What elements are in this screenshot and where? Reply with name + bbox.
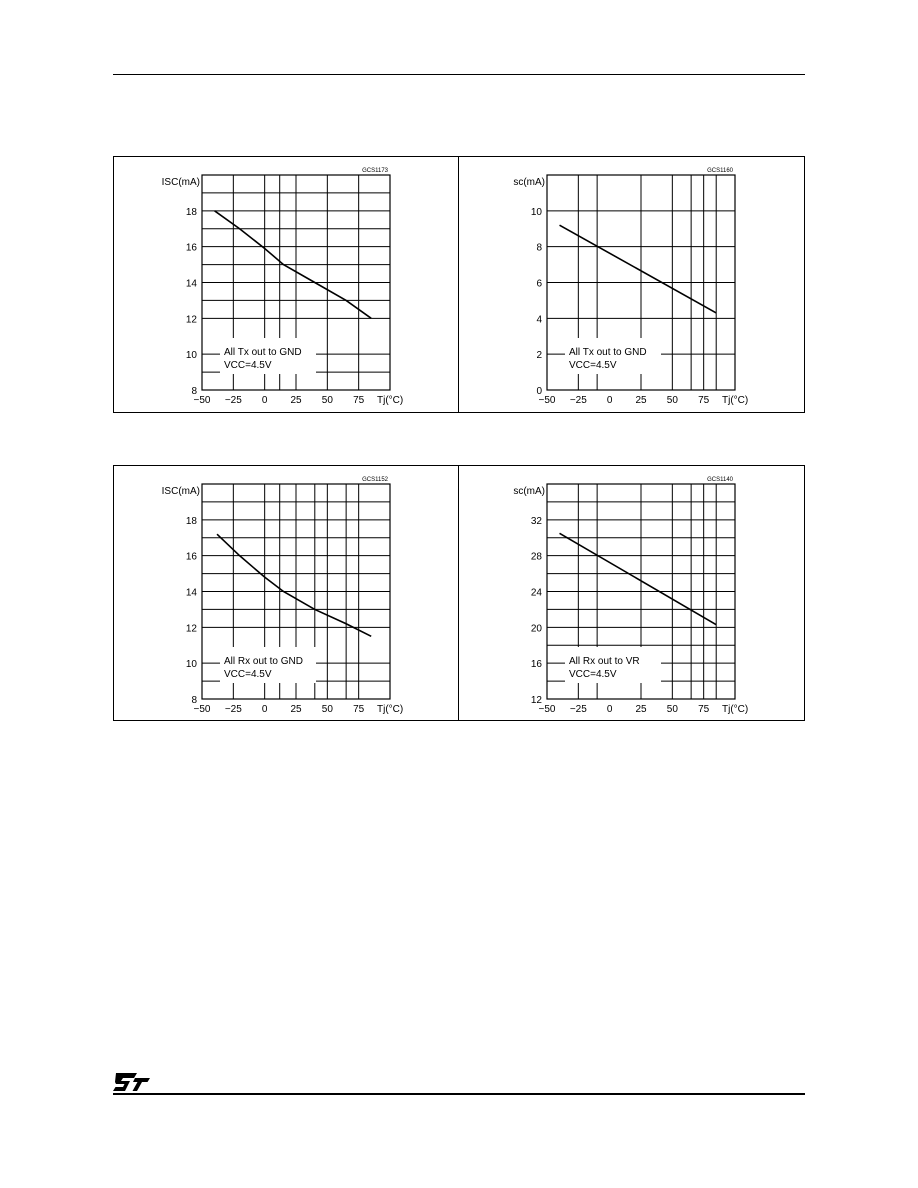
y-tick-label: 0	[536, 386, 542, 397]
x-tick-label: 75	[698, 395, 710, 406]
y-tick-label: 32	[530, 515, 542, 527]
x-tick-label: 75	[353, 395, 365, 406]
annotation-line-1: All Rx out to GND	[224, 656, 303, 667]
x-tick-label: 50	[666, 704, 678, 715]
y-tick-label: 20	[530, 623, 542, 635]
y-tick-label: 12	[185, 314, 197, 326]
chart-4-svg	[459, 466, 806, 722]
footer-rule	[113, 1093, 805, 1095]
x-tick-label: 0	[261, 704, 268, 715]
series-line	[560, 533, 717, 624]
annotation-line-2: VCC=4.5V	[569, 360, 617, 371]
x-tick-label: 25	[635, 395, 647, 406]
x-tick-label: 25	[290, 704, 302, 715]
y-tick-label: 10	[530, 206, 542, 218]
y-axis-label: sc(mA)	[513, 177, 545, 188]
y-tick-label: 28	[530, 551, 542, 563]
annotation-line-2: VCC=4.5V	[224, 360, 272, 371]
annotation-line-1: All Rx out to VR	[569, 656, 640, 667]
x-tick-label: 25	[290, 395, 302, 406]
y-tick-label: 24	[530, 587, 542, 599]
chart-code: GCS1140	[707, 477, 733, 483]
x-tick-label: −50	[193, 704, 211, 715]
x-tick-label: 0	[606, 704, 613, 715]
y-tick-label: 8	[191, 695, 197, 706]
st-logo-icon	[113, 1072, 151, 1092]
x-tick-label: −25	[569, 704, 587, 715]
header-rule	[113, 74, 805, 75]
y-tick-label: 14	[185, 587, 197, 599]
chart-panel-2	[458, 156, 805, 413]
series-line	[560, 225, 717, 313]
y-tick-label: 16	[530, 659, 542, 671]
y-tick-label: 8	[191, 386, 197, 397]
x-tick-label: 0	[261, 395, 268, 406]
x-axis-label: Tj(°C)	[722, 395, 749, 406]
y-tick-label: 10	[185, 350, 197, 362]
y-tick-label: 12	[530, 695, 542, 706]
x-tick-label: −25	[224, 395, 242, 406]
annotation-line-1: All Tx out to GND	[569, 347, 647, 358]
y-tick-label: 14	[185, 278, 197, 290]
x-axis-label: Tj(°C)	[377, 704, 404, 715]
x-tick-label: 50	[321, 704, 333, 715]
annotation-line-2: VCC=4.5V	[569, 669, 617, 680]
y-tick-label: 16	[185, 242, 197, 254]
y-axis-label: ISC(mA)	[161, 486, 200, 497]
x-tick-label: 75	[698, 704, 710, 715]
chart-1-svg	[114, 157, 460, 414]
annotation-line-1: All Tx out to GND	[224, 347, 302, 358]
chart-code: GCS1173	[362, 168, 388, 174]
chart-panel-1	[113, 156, 459, 413]
y-tick-label: 18	[185, 206, 197, 218]
y-tick-label: 10	[185, 659, 197, 671]
x-tick-label: −50	[193, 395, 211, 406]
x-axis-label: Tj(°C)	[722, 704, 749, 715]
annotation-line-2: VCC=4.5V	[224, 669, 272, 680]
y-tick-label: 2	[536, 350, 542, 362]
chart-code: GCS1160	[707, 168, 733, 174]
x-tick-label: 50	[321, 395, 333, 406]
x-tick-label: −50	[538, 704, 556, 715]
y-tick-label: 12	[185, 623, 197, 635]
x-tick-label: −50	[538, 395, 556, 406]
chart-code: GCS1152	[362, 477, 388, 483]
x-tick-label: 25	[635, 704, 647, 715]
chart-panel-4	[458, 465, 805, 721]
y-tick-label: 8	[536, 242, 542, 254]
y-tick-label: 6	[536, 278, 542, 290]
x-axis-label: Tj(°C)	[377, 395, 404, 406]
x-tick-label: 50	[666, 395, 678, 406]
chart-3-svg	[114, 466, 460, 722]
x-tick-label: −25	[224, 704, 242, 715]
y-tick-label: 18	[185, 515, 197, 527]
y-axis-label: ISC(mA)	[161, 177, 200, 188]
y-axis-label: sc(mA)	[513, 486, 545, 497]
y-tick-label: 16	[185, 551, 197, 563]
series-line	[217, 534, 371, 636]
chart-2-svg	[459, 157, 806, 414]
chart-panel-3	[113, 465, 459, 721]
x-tick-label: −25	[569, 395, 587, 406]
x-tick-label: 75	[353, 704, 365, 715]
y-tick-label: 4	[536, 314, 542, 326]
x-tick-label: 0	[606, 395, 613, 406]
